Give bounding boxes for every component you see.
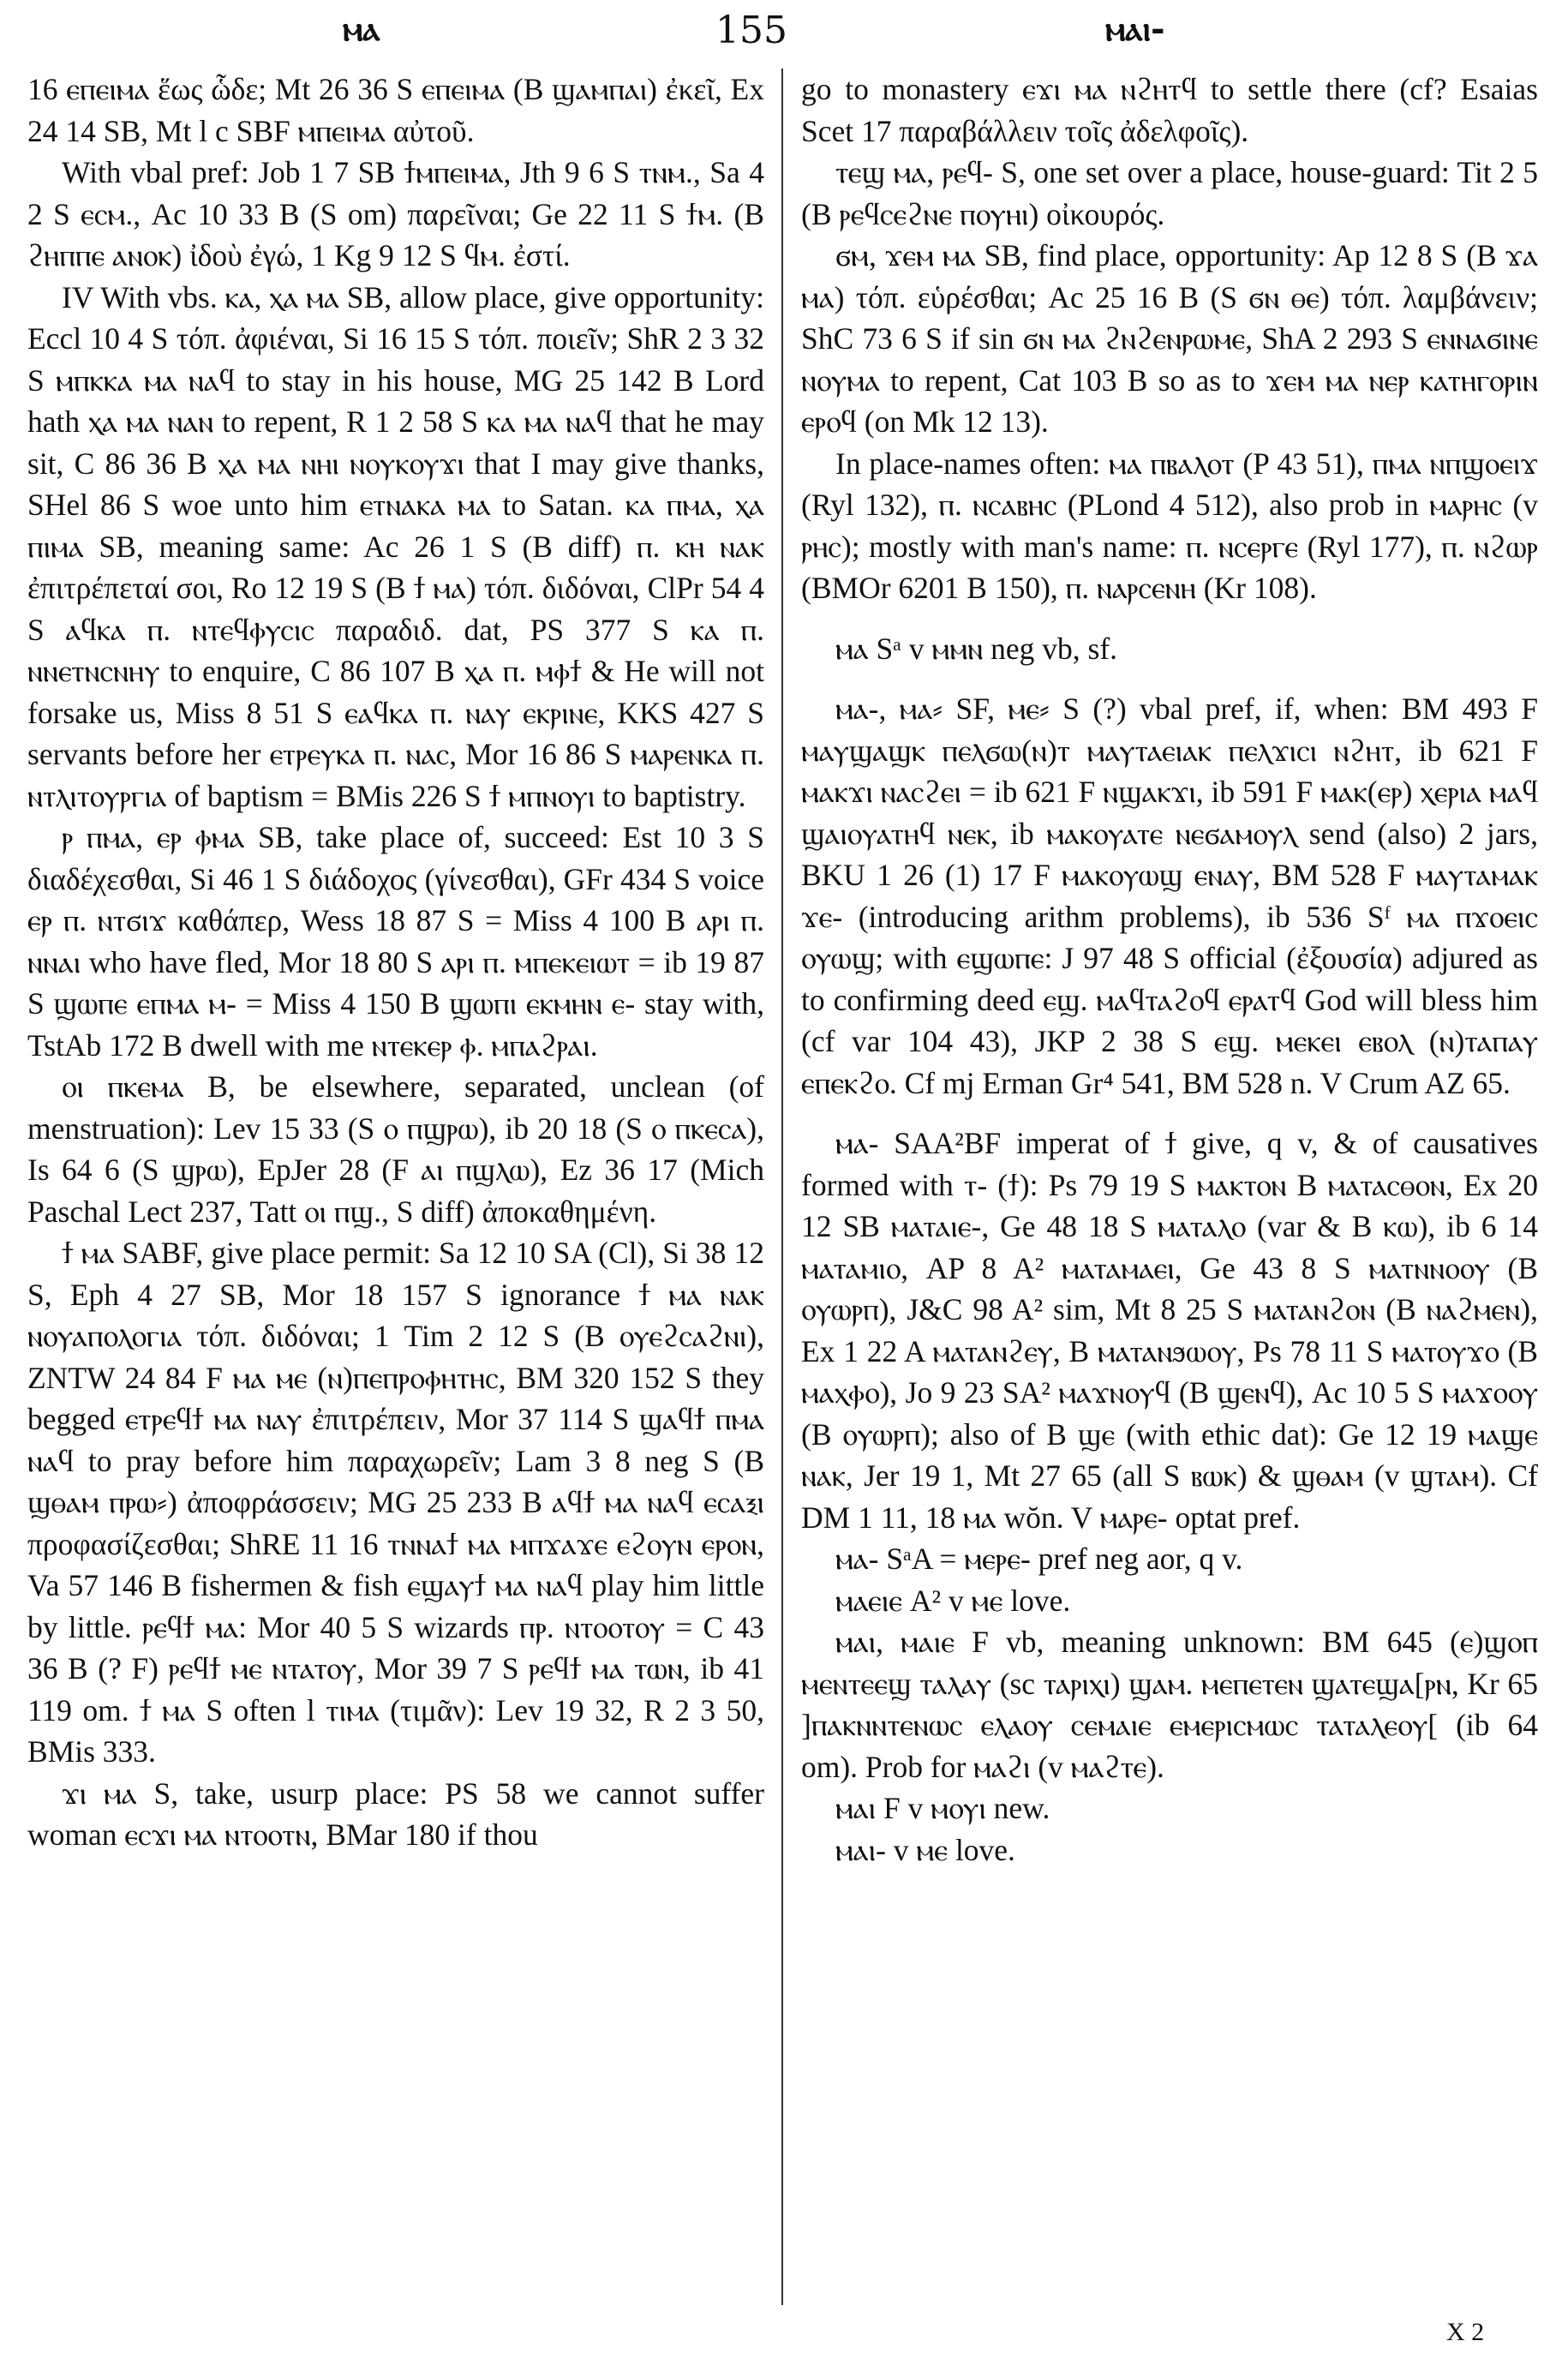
entry-paragraph: go to monastery ⲉϫⲓ ⲙⲁ ⲛϩⲏⲧϥ to settle there (cf? Esaias Scet 17 παραβάλλειν τοῖς ἀδελφοῖς).: [801, 72, 1538, 148]
signature-mark: X 2: [1446, 2318, 1485, 2346]
page-number: 155: [715, 9, 787, 52]
entry-paragraph: ϯ ⲙⲁ SABF, give place permit: Sa 12 10 SA (Cl), Si 38 12 S, Eph 4 27 SB, Mor 18 157 S ignorance ϯ ⲙⲁ ⲛⲁⲕ ⲛⲟⲩⲁⲡⲟⲗⲟⲅⲓⲁ τόπ. διδόναι; 1 Tim 2 12 S (B ⲟⲩⲉϩⲥⲁϩⲛⲓ), ZNTW 24 84 F ⲙⲁ ⲙⲉ (ⲛ)ⲡⲉⲡⲣⲟⲫⲏⲧⲏⲥ, BM 320 152 S they begged ⲉⲧⲣⲉϥϯ ⲙⲁ ⲛⲁⲩ ἐπιτρέπειν, Mor 37 114 S ϣⲁϥϯ ⲡⲙⲁ ⲛⲁϥ to pray before him παραχωρεῖν; Lam 3 8 neg S (B ϣⲑⲁⲙ ⲡⲣⲱ⸗) ἀποφράσσειν; MG 25 233 B ⲁϥϯ ⲙⲁ ⲛⲁϥ ⲉⲥⲁⲝⲓ προφασίζεσθαι; ShRE 11 16 ⲧⲛⲛⲁϯ ⲙⲁ ⲙⲡϫⲁϫⲉ ⲉϩⲟⲩⲛ ⲉⲣⲟⲛ, Va 57 146 B fishermen & fish ⲉϣⲁⲩϯ ⲙⲁ ⲛⲁϥ play him little by little. ⲣⲉϥϯ ⲙⲁ: Mor 40 5 S wizards ⲡⲣ. ⲛⲧⲟⲟⲧⲟⲩ = C 43 36 B (? F) ⲣⲉϥϯ ⲙⲉ ⲛⲧⲁⲧⲟⲩ, Mor 39 7 S ⲣⲉϥϯ ⲙⲁ ⲧⲱⲛ, ib 41 119 om. ϯ ⲙⲁ S often l ⲧⲓⲙⲁ (τιμᾶν): Lev 19 32, R 2 3 50, BMis 333.: [27, 1236, 764, 1769]
entry-paragraph: ⲟⲓ ⲡⲕⲉⲙⲁ B, be elsewhere, separated, unclean (of menstruation): Lev 15 33 (S ⲟ ⲡϣⲣⲱ), ib 20 18 (S ⲟ ⲡⲕⲉⲥⲁ), Is 64 6 (S ϣⲣⲱ), EpJer 28 (F ⲁⲓ ⲡϣⲗⲱ), Ez 36 17 (Mich Paschal Lect 237, Tatt ⲟⲓ ⲡϣ., S diff) ἀποκαθημένη.: [27, 1069, 764, 1229]
entry-paragraph: With vbal pref: Job 1 7 SB ϯⲙⲡⲉⲓⲙⲁ, Jth 9 6 S ⲧⲛⲙ., Sa 4 2 S ⲉⲥⲙ., Ac 10 33 B (S om) παρεῖναι; Ge 22 11 S ϯⲙ. (B ϩⲏⲡⲡⲉ ⲁⲛⲟⲕ) ἰδοὺ ἐγώ, 1 Kg 9 12 S ϥⲙ. ἐστί.: [27, 155, 764, 272]
entry-paragraph: ⲣ ⲡⲙⲁ, ⲉⲣ ⲫⲙⲁ SB, take place of, succeed: Est 10 3 S διαδέχεσθαι, Si 46 1 S διάδοχος (γίνεσθαι), GFr 434 S voice ⲉⲣ ⲡ. ⲛⲧϭⲓϫ καθάπερ, Wess 18 87 S = Miss 4 100 B ⲁⲣⲓ ⲡ. ⲛⲛⲁⲓ who have fled, Mor 18 80 S ⲁⲣⲓ ⲡ. ⲙⲡⲉⲕⲉⲓⲱⲧ = ib 19 87 S ϣⲱⲡⲉ ⲉⲡⲙⲁ ⲙ- = Miss 4 150 B ϣⲱⲡⲓ ⲉⲕⲙⲏⲛ ⲉ- stay with, TstAb 172 B dwell with me ⲛⲧⲉⲕⲉⲣ ⲫ. ⲙⲡⲁϩⲣⲁⲓ.: [27, 820, 764, 1063]
right-column: [801, 69, 1538, 1871]
entry-paragraph: ⲙⲁ-, ⲙⲁ⸗ SF, ⲙⲉ⸗ S (?) vbal pref, if, when: BM 493 F ⲙⲁⲩϣⲁϣⲕ ⲡⲉⲗϭⲱ(ⲛ)ⲧ ⲙⲁⲩⲧⲁⲉⲓⲁⲕ ⲡⲉⲗϫⲓⲥⲓ ⲛϩⲏⲧ, ib 621 F ⲙⲁⲕϫⲓ ⲛⲁⲥϩⲉⲓ = ib 621 F ⲛϣⲁⲕϫⲓ, ib 591 F ⲙⲁⲕ(ⲉⲣ) ⲭⲉⲣⲓⲁ ⲙⲁϥ ϣⲁⲓⲟⲩⲁⲧⲏϥ ⲛⲉⲕ, ib ⲙⲁⲕⲟⲩⲁⲧⲉ ⲛⲉϭⲁⲙⲟⲩⲗ send (also) 2 jars, BKU 1 26 (1) 17 F ⲙⲁⲕⲟⲩⲱϣ ⲉⲛⲁⲩ, BM 528 F ⲙⲁⲩⲧⲁⲙⲁⲕ ϫⲉ- (introducing arithm problems), ib 536 Sᶠ ⲙⲁ ⲡϫⲟⲉⲓⲥ ⲟⲩⲱϣ; with ⲉϣⲱⲡⲉ: J 97 48 S official (ἐξουσία) adjured as to confirming deed ⲉϣ. ⲙⲁϥⲧⲁϩⲟϥ ⲉⲣⲁⲧϥ God will bless him (cf var 104 43), JKP 2 38 S ⲉϣ. ⲙⲉⲕⲉⲓ ⲉⲃⲟⲗ (ⲛ)ⲧⲁⲡⲁⲩ ⲉⲡⲉⲕϩⲟ. Cf mj Erman Gr⁴ 541, BM 528 n. V Crum AZ 65.: [801, 692, 1538, 1100]
entry-paragraph: ⲙⲁⲓ, ⲙⲁⲓⲉ F vb, meaning unknown: BM 645 (ⲉ)ϣⲟⲡ ⲙⲉⲛⲧⲉⲉϣ ⲧⲁⲗⲁⲩ (sc ⲧⲁⲣⲓⲭⲓ) ϣⲁⲙ. ⲙⲉⲡⲉⲧⲉⲛ ϣⲁⲧⲉϣⲁ[ⲣⲛ, Kr 65 ]ⲡⲁⲕⲛⲛⲧⲉⲛⲱⲥ ⲉⲗⲁⲟⲩ ⲥⲉⲙⲁⲓⲉ ⲉⲙⲉⲣⲓⲥⲙⲱⲥ ⲧⲁⲧⲁⲗⲉⲟⲩ[ (ib 64 om). Prob for ⲙⲁϩⲓ (v ⲙⲁϩⲧⲉ).: [801, 1625, 1538, 1784]
entry-paragraph: ⲙⲁ- SAA²BF imperat of ϯ give, q v, & of causatives formed with ⲧ- (ϯ): Ps 79 19 S ⲙⲁⲕⲧⲟⲛ B ⲙⲁⲧⲁⲥⲑⲟⲛ, Ex 20 12 SB ⲙⲁⲧⲁⲓⲉ-, Ge 48 18 S ⲙⲁⲧⲁⲗⲟ (var & B ⲕⲱ), ib 6 14 ⲙⲁⲧⲁⲙⲓⲟ, AP 8 A² ⲙⲁⲧⲁⲙⲁⲉⲓ, Ge 43 8 S ⲙⲁⲧⲛⲛⲟⲟⲩ (B ⲟⲩⲱⲣⲡ), J&C 98 A² sim, Mt 8 25 S ⲙⲁⲧⲁⲛϩⲟⲛ (B ⲛⲁϩⲙⲉⲛ), Ex 1 22 A ⲙⲁⲧⲁⲛϩⲉⲩ, B ⲙⲁⲧⲁⲛϧⲱⲟⲩ, Ps 78 11 S ⲙⲁⲧⲟⲩϫⲟ (B ⲙⲁⲭⲫⲟ), Jo 9 23 SA² ⲙⲁϫⲛⲟⲩϥ (B ϣⲉⲛϥ), Ac 10 5 S ⲙⲁϫⲟⲟⲩ (B ⲟⲩⲱⲣⲡ); also of B ϣⲉ (with ethic dat): Ge 12 19 ⲙⲁϣⲉ ⲛⲁⲕ, Jer 19 1, Mt 27 65 (all S ⲃⲱⲕ) & ϣⲑⲁⲙ (v ϣⲧⲁⲙ). Cf DM 1 11, 18 ⲙⲁ wŏn. V ⲙⲁⲣⲉ- optat pref.: [801, 1126, 1538, 1535]
running-head-right: ⲙⲁⲓ-: [1105, 9, 1165, 49]
entry-headword: ⲙⲁ Sᵃ v ⲙⲙⲛ neg vb, sf.: [835, 631, 1118, 666]
entry-paragraph: ϫⲓ ⲙⲁ S, take, usurp place: PS 58 we cannot suffer woman ⲉⲥϫⲓ ⲙⲁ ⲛⲧⲟⲟⲧⲛ, BMar 180 if thou: [27, 1775, 764, 1852]
entry-paragraph: In place-names often: ⲙⲁ ⲡⲃⲁⲗⲟⲧ (P 43 51), ⲡⲙⲁ ⲛⲡϣⲟⲉⲓϫ (Ryl 132), ⲡ. ⲛⲥⲁⲃⲏⲥ (PLond 4 512), also prob in ⲙⲁⲣⲏⲥ (v ⲣⲏⲥ); mostly with man's name: ⲡ. ⲛⲥⲉⲣⲅⲉ (Ryl 177), ⲡ. ⲛϩⲱⲣ (BMOr 6201 B 150), ⲡ. ⲛⲁⲣⲥⲉⲛⲏ (Kr 108).: [801, 446, 1538, 605]
entry-headword: ⲙⲁ- SᵃA = ⲙⲉⲣⲉ- pref neg aor, q v.: [835, 1542, 1243, 1576]
entry-headword: ⲙⲁⲉⲓⲉ A² v ⲙⲉ love.: [835, 1583, 1071, 1618]
entry-paragraph: ϭⲙ, ϫⲉⲙ ⲙⲁ SB, find place, opportunity: Ap 12 8 S (B ϫⲁ ⲙⲁ) τόπ. εὑρέσθαι; Ac 25 16 B (S ϭⲛ ⲑⲉ) τόπ. λαμβάνειν; ShC 73 6 S if sin ϭⲛ ⲙⲁ ϩⲛϩⲉⲛⲣⲱⲙⲉ, ShA 2 293 S ⲉⲛⲛⲁϭⲓⲛⲉ ⲛⲟⲩⲙⲁ to repent, Cat 103 B so as to ϫⲉⲙ ⲙⲁ ⲛⲉⲣ ⲕⲁⲧⲏⲅⲟⲣⲓⲛ ⲉⲣⲟϥ (on Mk 12 13).: [801, 238, 1538, 439]
entry-paragraph: 16 ⲉⲡⲉⲓⲙⲁ ἕως ὧδε; Mt 26 36 S ⲉⲡⲉⲓⲙⲁ (B ϣⲁⲙⲡⲁⲓ) ἐκεῖ, Ex 24 14 SB, Mt l c SBF ⲙⲡⲉⲓⲙⲁ αὐτοῦ.: [27, 72, 764, 148]
entry-headword: ⲙⲁⲓ F v ⲙⲟⲩⲓ new.: [835, 1791, 1050, 1825]
entry-headword: ⲙⲁⲓ- v ⲙⲉ love.: [835, 1832, 1015, 1867]
entry-paragraph: IV With vbs. ⲕⲁ, ⲭⲁ ⲙⲁ SB, allow place, give opportunity: Eccl 10 4 S τόπ. ἀφιέναι, Si 16 15 S τόπ. ποιεῖν; ShR 2 3 32 S ⲙⲡⲕⲕⲁ ⲙⲁ ⲛⲁϥ to stay in his house, MG 25 142 B Lord hath ⲭⲁ ⲙⲁ ⲛⲁⲛ to repent, R 1 2 58 S ⲕⲁ ⲙⲁ ⲛⲁϥ that he may sit, C 86 36 B ⲭⲁ ⲙⲁ ⲛⲏⲓ ⲛⲟⲩⲕⲟⲩϫⲓ that I may give thanks, SHel 86 S woe unto him ⲉⲧⲛⲁⲕⲁ ⲙⲁ to Satan. ⲕⲁ ⲡⲙⲁ, ⲭⲁ ⲡⲓⲙⲁ SB, meaning same: Ac 26 1 S (B diff) ⲡ. ⲕⲏ ⲛⲁⲕ ἐπιτρέπεταί σοι, Ro 12 19 S (B ϯ ⲙⲁ) τόπ. διδόναι, ClPr 54 4 S ⲁϥⲕⲁ ⲡ. ⲛⲧⲉϥⲫⲩⲥⲓⲥ παραδιδ. dat, PS 377 S ⲕⲁ ⲡ. ⲛⲛⲉⲧⲛⲥⲛⲏⲩ to enquire, C 86 107 B ⲭⲁ ⲡ. ⲙⲫϯ & He will not forsake us, Miss 8 51 S ⲉⲁϥⲕⲁ ⲡ. ⲛⲁⲩ ⲉⲕⲣⲓⲛⲉ, KKS 427 S servants before her ⲉⲧⲣⲉⲩⲕⲁ ⲡ. ⲛⲁⲥ, Mor 16 86 S ⲙⲁⲣⲉⲛⲕⲁ ⲡ. ⲛⲧⲗⲓⲧⲟⲩⲣⲅⲓⲁ of baptism = BMis 226 S ϯ ⲙⲡⲛⲟⲩⲓ to baptistry.: [27, 279, 764, 813]
running-head-left: ⲙⲁ: [343, 9, 380, 49]
column-divider: [781, 69, 783, 2305]
entry-paragraph: ⲧⲉϣ ⲙⲁ, ⲣⲉϥ- S, one set over a place, house-guard: Tit 2 5 (B ⲣⲉϥⲥⲉϩⲛⲉ ⲡⲟⲩⲏⲓ) οἰκουρός.: [801, 155, 1538, 231]
left-column: [27, 69, 764, 1856]
